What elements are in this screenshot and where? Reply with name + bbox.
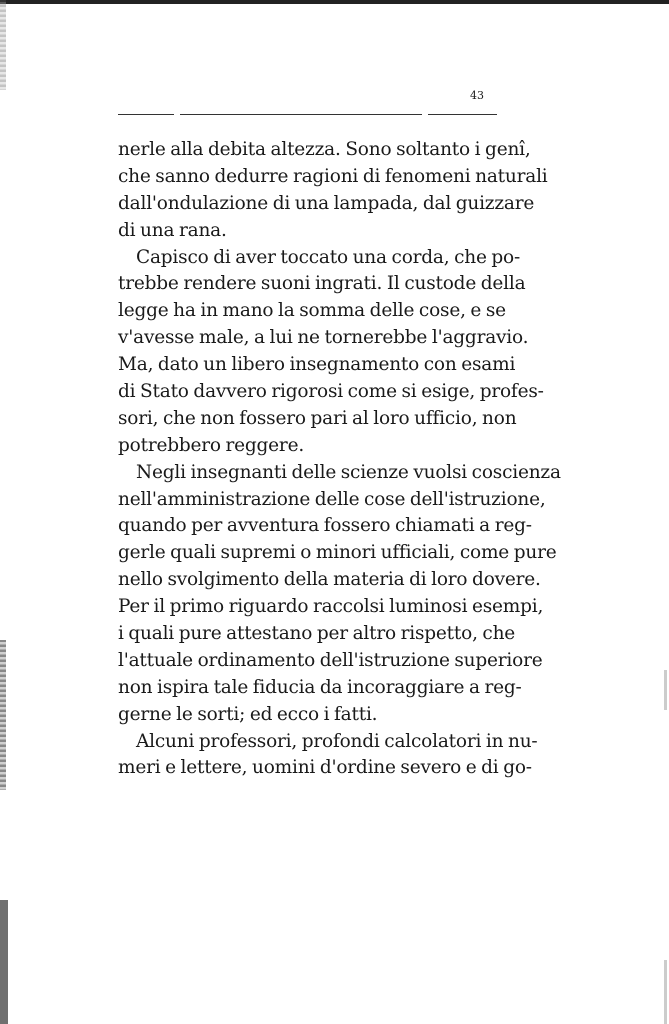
text-line: Alcuni professori, profondi calcolatori in nu- xyxy=(136,730,538,752)
text-line: gerle quali supremi o minori ufficiali, come pure xyxy=(118,542,557,564)
text-line: gerne le sorti; ed ecco i fatti. xyxy=(118,703,378,725)
header-rule xyxy=(180,114,422,115)
text-line: nell'amministrazione delle cose dell'istruzione, xyxy=(118,488,546,510)
page-number: 43 xyxy=(470,89,484,102)
scan-edge-artifact xyxy=(664,960,667,1024)
body-text xyxy=(118,137,561,782)
text-line: Per il primo riguardo raccolsi luminosi esempi, xyxy=(118,596,544,618)
header-rule xyxy=(428,114,497,115)
text-line: potrebbero reggere. xyxy=(118,434,304,456)
text-line: nerle alla debita altezza. Sono soltanto i genî, xyxy=(118,139,531,160)
text-line: dall'ondulazione di una lampada, dal guizzare xyxy=(118,192,535,214)
text-line: di Stato davvero rigorosi come si esige, profes- xyxy=(118,381,544,403)
text-line: non ispira tale fiducia da incoraggiare a reg- xyxy=(118,676,522,698)
scan-top-border xyxy=(0,0,669,4)
scan-edge-artifact xyxy=(0,640,6,790)
text-line: v'avesse male, a lui ne tornerebbe l'aggravio. xyxy=(118,327,529,349)
text-line: di una rana. xyxy=(118,219,227,241)
text-line: sori, che non fossero pari al loro ufficio, non xyxy=(118,407,517,429)
header-rule xyxy=(118,114,174,115)
text-line: quando per avventura fossero chiamati a reg- xyxy=(118,515,532,537)
text-line: trebbe rendere suoni ingrati. Il custode della xyxy=(118,273,526,295)
text-line: nello svolgimento della materia di loro dovere. xyxy=(118,569,541,591)
scan-edge-artifact xyxy=(0,900,8,1024)
text-line: Negli insegnanti delle scienze vuolsi coscienza xyxy=(136,461,561,483)
text-line: legge ha in mano la somma delle cose, e se xyxy=(118,300,506,322)
text-line: Ma, dato un libero insegnamento con esami xyxy=(118,354,516,376)
text-line: i quali pure attestano per altro rispetto, che xyxy=(118,623,516,645)
text-line: che sanno dedurre ragioni di fenomeni naturali xyxy=(118,165,548,187)
scan-edge-artifact xyxy=(664,670,667,710)
text-line: l'attuale ordinamento dell'istruzione superiore xyxy=(118,649,543,671)
text-line: meri e lettere, uomini d'ordine severo e di go- xyxy=(118,757,532,779)
text-line: Capisco di aver toccato una corda, che po- xyxy=(136,246,521,268)
scan-edge-artifact xyxy=(0,0,6,90)
